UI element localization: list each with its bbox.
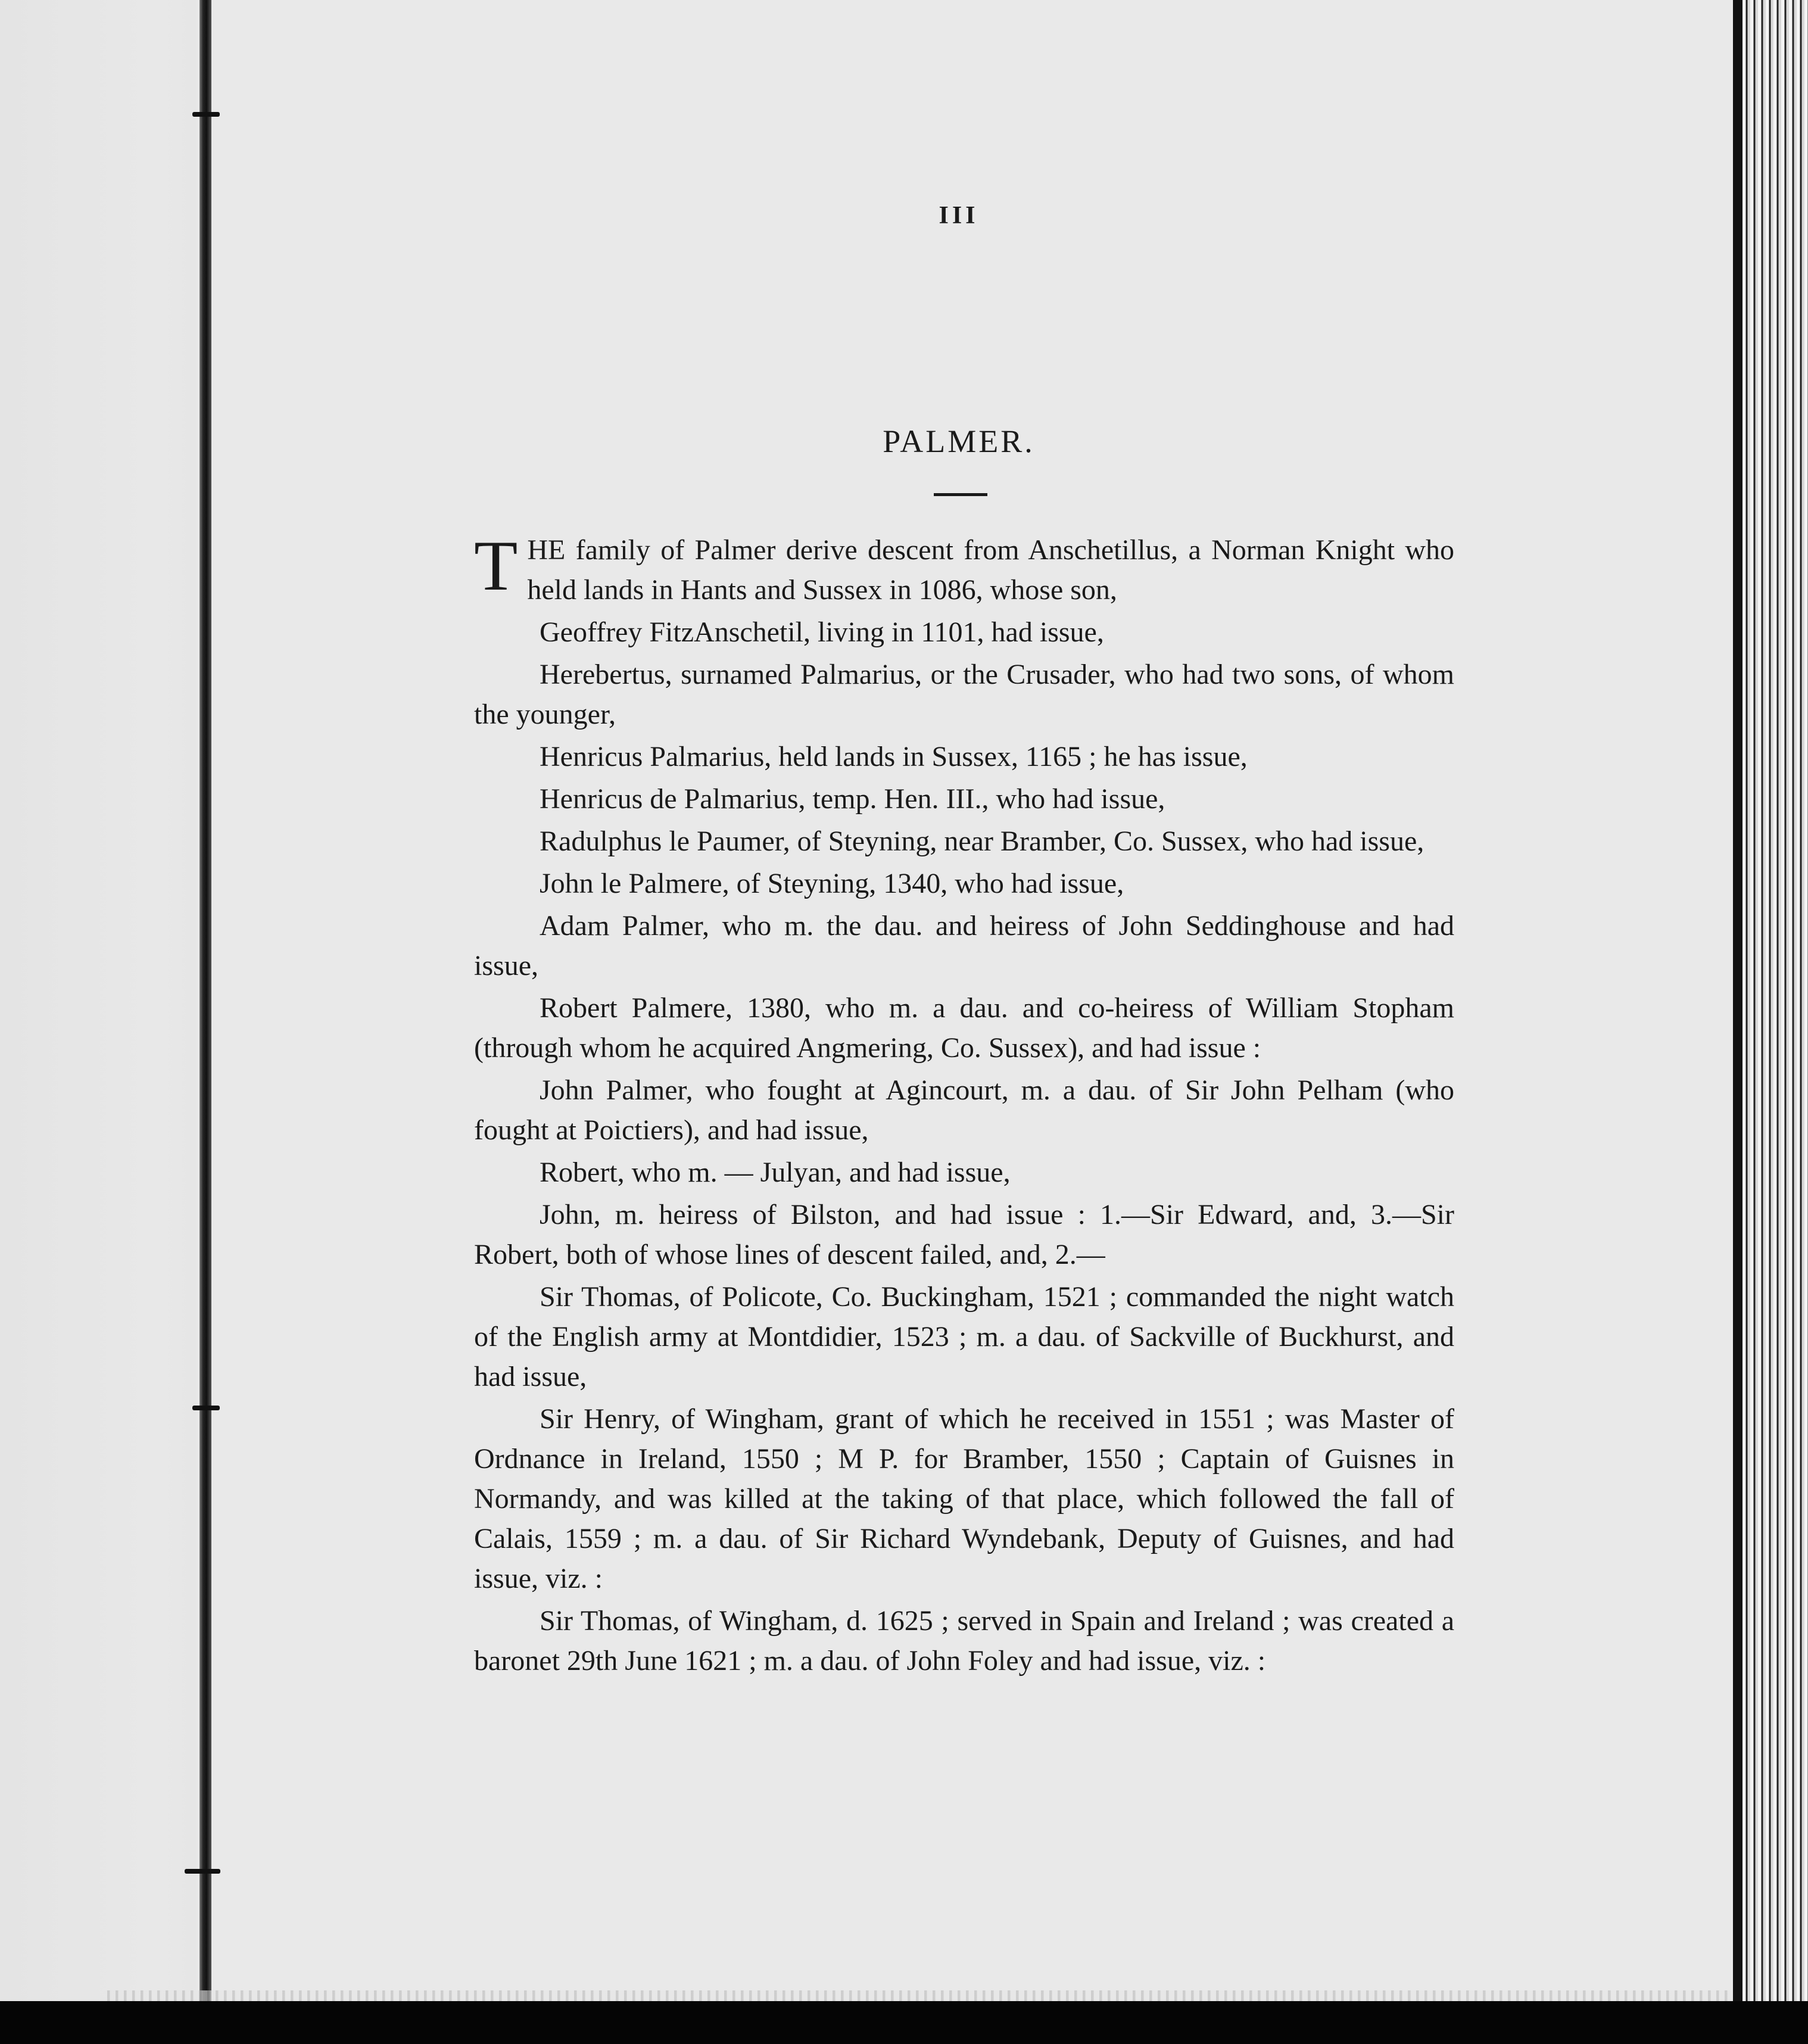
intro-text: HE family of Palmer derive descent from Anschetillus, a Norman Knight who held lands in Hants and Sussex in 1086, whose son, <box>527 534 1454 606</box>
paragraph: Sir Thomas, of Wingham, d. 1625 ; served in Spain and Ireland ; was created a baronet 29th June 1621 ; m. a dau. of John Foley and had issue, viz. : <box>474 1605 1454 1677</box>
paragraph: Robert Palmere, 1380, who m. a dau. and co-heiress of William Stopham (through whom he acquired Angmering, Co. Sussex), and had issue : <box>474 992 1454 1064</box>
paragraph: Sir Thomas, of Policote, Co. Buckingham, 1521 ; commanded the night watch of the English army at Montdidier, 1523 ; m. a dau. of Sackville of Buckhurst, and had issue, <box>474 1281 1454 1392</box>
paragraph: Radulphus le Paumer, of Steyning, near Bramber, Co. Sussex, who had issue, <box>540 825 1424 857</box>
paragraph: Henricus de Palmarius, temp. Hen. III., who had issue, <box>540 783 1165 815</box>
drop-cap: T <box>474 526 518 605</box>
title-rule <box>934 493 987 496</box>
paragraph: Geoffrey FitzAnschetil, living in 1101, had issue, <box>540 616 1104 648</box>
paragraph: John le Palmere, of Steyning, 1340, who had issue, <box>540 868 1124 899</box>
paragraph: Sir Henry, of Wingham, grant of which he received in 1551 ; was Master of Ordnance in Ireland, 1550 ; M P. for Bramber, 1550 ; Captain of Guisnes in Normandy, and was killed at the taking of that place, which followed the fall of Calais, 1559 ; m. a dau. of Sir Richard Wyndebank, Deputy of Guisnes, and had issue, viz. : <box>474 1403 1454 1594</box>
paragraph: John Palmer, who fought at Agincourt, m. a dau. of Sir John Pelham (who fought at Poictiers), and had issue, <box>474 1074 1454 1146</box>
paragraph: Adam Palmer, who m. the dau. and heiress of John Seddinghouse and had issue, <box>474 910 1454 982</box>
intro-paragraph <box>474 526 1454 610</box>
paragraph: John, m. heiress of Bilston, and had issue : 1.—Sir Edward, and, 3.—Sir Robert, both of whose lines of descent failed, and, 2.— <box>474 1199 1454 1270</box>
paragraph: Henricus Palmarius, held lands in Sussex, 1165 ; he has issue, <box>540 741 1248 772</box>
body-text <box>474 526 1454 1683</box>
paragraph: Herebertus, surnamed Palmarius, or the Crusader, who had two sons, of whom the younger, <box>474 659 1454 730</box>
paragraph: Robert, who m. — Julyan, and had issue, <box>540 1157 1011 1188</box>
page-title: PALMER. <box>883 423 1035 459</box>
page-number: III <box>939 202 979 229</box>
